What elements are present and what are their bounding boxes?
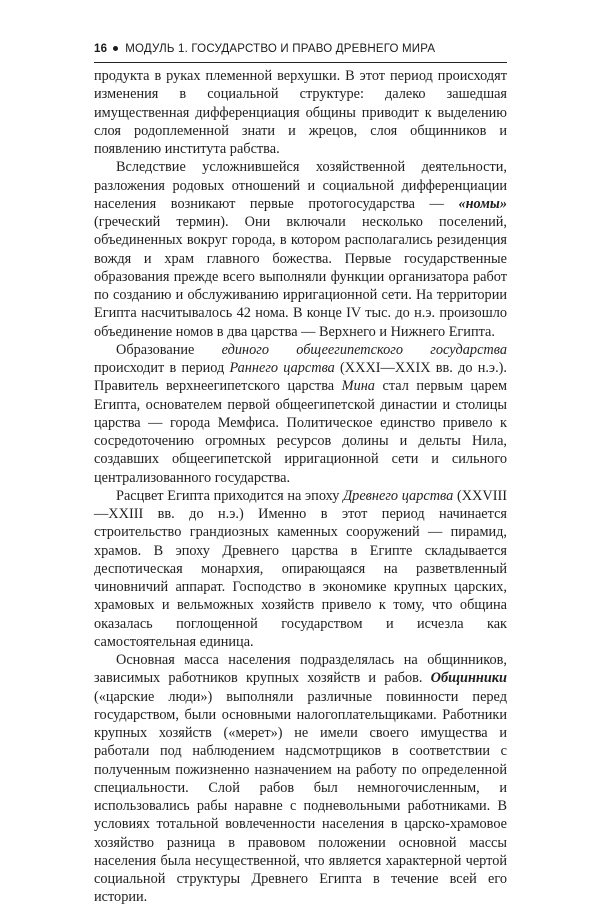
italic-term: Мина [341, 378, 375, 395]
text-run: Основная масса населения подразделялась на общинников, зависимых работников крупных хозяйств и рабов. [94, 652, 507, 687]
bold-italic-term-text: «номы» [458, 195, 507, 212]
module-title: МОДУЛЬ 1. ГОСУДАРСТВО И ПРАВО ДРЕВНЕГО МИРА [125, 43, 436, 55]
italic-term: Раннего царства [229, 360, 335, 376]
paragraph [94, 341, 507, 487]
bullet-separator-icon [113, 46, 118, 51]
bold-italic-term [458, 196, 507, 212]
text-run: («царские люди») выполняли различные повинности перед государством, были основными налогоплательщиками. Работники крупных хозяйств («мерет») не имели своего имущества и работали под наблюдением надсмотрщиков в соответствии с полученным пожизненно назначением на работу по определенной специальности. Слой рабов был немногочисленным, и использовались рабы наравне с подневольными работниками. В условиях тотальной вовлеченности населения в царско-храмовое хозяйство разница в правовом положении основной массы населения была несущественной, что является характерной чертой социальной структуры Древнего Египта в течение всей его истории. [94, 688, 507, 906]
bold-italic-term-text: Общинники [430, 670, 507, 687]
running-header [94, 43, 514, 61]
header-rule [94, 62, 507, 63]
text-run: Вследствие усложнившейся хозяйственной деятельности, разложения родовых отношений и социальной дифференциации населения возникают первые протогосударства — [94, 159, 507, 212]
bold-italic-term [431, 670, 507, 686]
text-run: (греческий термин). Они включали несколько поселений, объединенных вокруг города, в котором располагались резиденция вождя и храм главного божества. Первые государственные образования прежде всего выполняли функции организатора работ по созданию и обслуживанию ирригационной сети. На территории Египта насчитывалось 42 нома. В конце IV тыс. до н.э. произошло объединение номов в два царства — Верхнего и Нижнего Египта. [94, 214, 507, 340]
paragraph [94, 487, 507, 651]
text-run: Образование [116, 341, 222, 358]
text-run: (XXVIII—XXIII вв. до н.э.) Именно в этот период начинается строительство грандиозных каменных сооружений — пирамид, храмов. В эпоху Древнего царства в Египте складывается деспотическая монархия, опирающаяся на разветвленный чиновничий аппарат. Господство в экономике крупных царских, храмовых и вельможных хозяйств привело к тому, что община оказалась поглощенной государством и исчезла как самостоятельная единица. [94, 487, 507, 650]
page-number: 16 [94, 43, 108, 55]
paragraph [94, 158, 507, 341]
text-run: продукта в руках племенной верхушки. В этот период происходят изменения в социальной структуре: далеко зашедшая имущественная дифференциация общины приводит к выделению слоя родоплеменной знати и жрецов, слоя общинников и появлению института рабства. [94, 68, 507, 157]
text-run: (XXXI—XXIX вв. до н.э.). Правитель верхнеегипетского царства [94, 360, 507, 395]
body-text [94, 67, 507, 907]
text-run: стал первым царем Египта, основателем первой общеегипетской династии и столицы царства — города Мемфиса. Политическое единство привело к сосредоточению огромных ресурсов долины и дельты Нила, создавших общеегипетской ирригационной сети и сильного централизованного государства. [94, 378, 508, 486]
paragraph [94, 67, 507, 158]
text-run: Расцвет Египта приходится на эпоху [116, 487, 344, 504]
italic-term: Древнего царства [343, 487, 454, 504]
paragraph [94, 651, 507, 907]
italic-term: единого общеегипетского государства [221, 341, 508, 358]
text-run: происходит в период [94, 360, 230, 376]
